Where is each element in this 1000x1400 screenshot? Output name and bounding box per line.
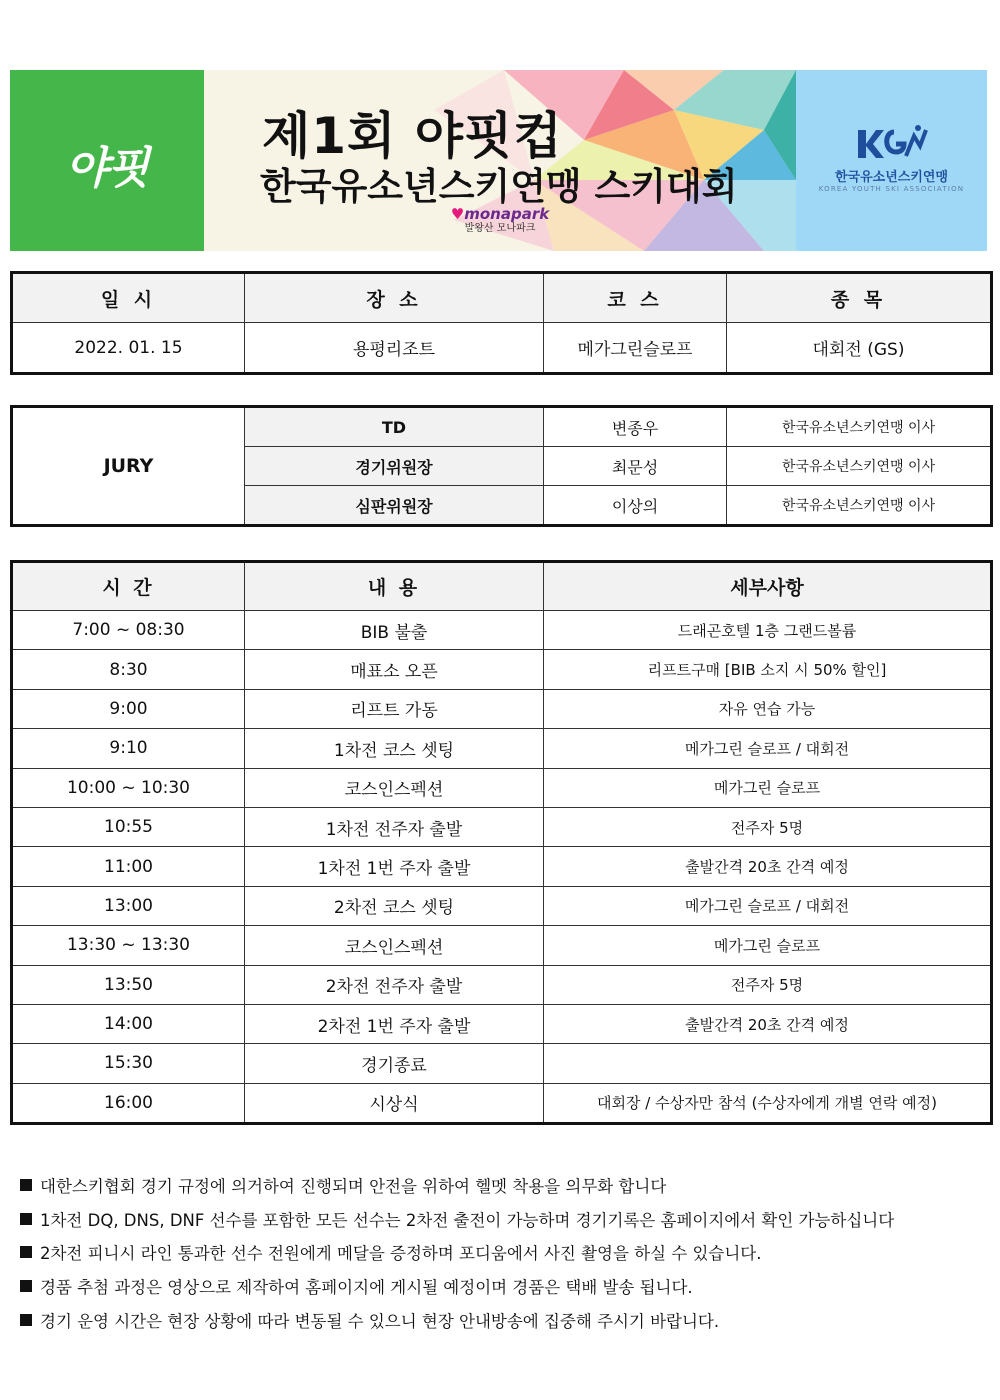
note-text: 1차전 DQ, DNS, DNF 선수를 포함한 모든 선수는 2차전 출전이 가능하며 경기기록은 홈페이지에서 확인 가능하십니다 bbox=[40, 1210, 895, 1230]
square-bullet-icon bbox=[20, 1213, 32, 1225]
event-course: 메가그린슬로프 bbox=[544, 323, 727, 374]
schedule-content: 코스인스펙션 bbox=[245, 926, 544, 965]
schedule-content: 시상식 bbox=[245, 1083, 544, 1123]
note-item bbox=[20, 1202, 980, 1236]
schedule-content: 2차전 1번 주자 출발 bbox=[245, 1004, 544, 1043]
schedule-content: 1차전 코스 셋팅 bbox=[245, 729, 544, 768]
jury-row bbox=[12, 407, 992, 447]
note-text: 경기 운영 시간은 현장 상황에 따라 변동될 수 있으니 현장 안내방송에 집중해 주시기 바랍니다. bbox=[40, 1311, 720, 1331]
schedule-time: 9:10 bbox=[12, 729, 245, 768]
square-bullet-icon bbox=[20, 1246, 32, 1258]
schedule-row bbox=[12, 886, 992, 925]
schedule-row bbox=[12, 611, 992, 650]
note-item bbox=[20, 1235, 980, 1269]
jury-org: 한국유소년스키연맹 이사 bbox=[727, 486, 992, 526]
schedule-detail: 드래곤호텔 1층 그랜드볼륨 bbox=[544, 611, 992, 650]
brand-panel bbox=[10, 70, 204, 251]
schedule-content: 매표소 오픈 bbox=[245, 650, 544, 689]
square-bullet-icon bbox=[20, 1179, 32, 1191]
event-date: 2022. 01. 15 bbox=[12, 323, 245, 374]
jury-role: 경기위원장 bbox=[245, 447, 544, 486]
schedule-content: 리프트 가동 bbox=[245, 689, 544, 728]
event-info-value-row bbox=[12, 323, 992, 374]
jury-org: 한국유소년스키연맹 이사 bbox=[727, 407, 992, 447]
association-emblem-icon bbox=[854, 122, 930, 162]
schedule-row bbox=[12, 1083, 992, 1123]
square-bullet-icon bbox=[20, 1280, 32, 1292]
event-title: 제1회 야핏컵 bbox=[262, 107, 563, 165]
schedule-header-row bbox=[12, 562, 992, 611]
header-content: 내 용 bbox=[245, 562, 544, 611]
jury-role: 심판위원장 bbox=[245, 486, 544, 526]
event-banner bbox=[10, 70, 987, 251]
schedule-content: 1차전 전주자 출발 bbox=[245, 807, 544, 846]
heart-icon: ♥ bbox=[450, 205, 465, 223]
association-name-en: KOREA YOUTH SKI ASSOCIATION bbox=[818, 185, 965, 193]
schedule-table bbox=[10, 560, 993, 1125]
title-panel bbox=[204, 70, 796, 251]
schedule-detail: 출발간격 20초 간격 예정 bbox=[544, 847, 992, 886]
schedule-time: 7:00 ~ 08:30 bbox=[12, 611, 245, 650]
jury-label: JURY bbox=[12, 407, 245, 526]
schedule-detail: 자유 연습 가능 bbox=[544, 689, 992, 728]
event-info-header-row bbox=[12, 273, 992, 323]
schedule-row bbox=[12, 689, 992, 728]
schedule-row bbox=[12, 1044, 992, 1083]
event-discipline: 대회전 (GS) bbox=[727, 323, 992, 374]
jury-name: 이상의 bbox=[544, 486, 727, 526]
header-venue: 장 소 bbox=[245, 273, 544, 323]
schedule-row bbox=[12, 768, 992, 807]
schedule-content: 2차전 전주자 출발 bbox=[245, 965, 544, 1004]
schedule-time: 8:30 bbox=[12, 650, 245, 689]
schedule-row bbox=[12, 729, 992, 768]
sponsor-name-en: monapark bbox=[464, 205, 550, 223]
schedule-detail: 대회장 / 수상자만 참석 (수상자에게 개별 연락 예정) bbox=[544, 1083, 992, 1123]
schedule-row bbox=[12, 650, 992, 689]
schedule-time: 10:00 ~ 10:30 bbox=[12, 768, 245, 807]
schedule-row bbox=[12, 965, 992, 1004]
note-text: 경품 추첨 과정은 영상으로 제작하여 홈페이지에 게시될 예정이며 경품은 택배 발송 됩니다. bbox=[40, 1277, 693, 1297]
event-subtitle: 한국유소년스키연맹 스키대회 bbox=[260, 165, 738, 208]
event-info-table bbox=[10, 271, 993, 375]
schedule-row bbox=[12, 1004, 992, 1043]
association-panel bbox=[796, 70, 987, 251]
schedule-time: 13:00 bbox=[12, 886, 245, 925]
event-venue: 용평리조트 bbox=[245, 323, 544, 374]
schedule-content: BIB 불출 bbox=[245, 611, 544, 650]
schedule-time: 16:00 bbox=[12, 1083, 245, 1123]
jury-name: 변종우 bbox=[544, 407, 727, 447]
association-name-ko: 한국유소년스키연맹 bbox=[834, 170, 949, 185]
schedule-detail: 전주자 5명 bbox=[544, 965, 992, 1004]
schedule-time: 10:55 bbox=[12, 807, 245, 846]
schedule-content: 1차전 1번 주자 출발 bbox=[245, 847, 544, 886]
schedule-time: 13:30 ~ 13:30 bbox=[12, 926, 245, 965]
header-detail: 세부사항 bbox=[544, 562, 992, 611]
header-course: 코 스 bbox=[544, 273, 727, 323]
schedule-detail: 메가그린 슬로프 bbox=[544, 926, 992, 965]
schedule-row bbox=[12, 847, 992, 886]
note-text: 2차전 피니시 라인 통과한 선수 전원에게 메달을 증정하며 포디움에서 사진 촬영을 하실 수 있습니다. bbox=[40, 1244, 762, 1264]
notes-list bbox=[20, 1168, 980, 1336]
jury-role: TD bbox=[245, 407, 544, 447]
schedule-time: 13:50 bbox=[12, 965, 245, 1004]
jury-table bbox=[10, 405, 993, 527]
header-discipline: 종 목 bbox=[727, 273, 992, 323]
schedule-detail: 출발간격 20초 간격 예정 bbox=[544, 1004, 992, 1043]
schedule-detail bbox=[544, 1044, 992, 1083]
sponsor-name-ko: 발왕산 모나파크 bbox=[464, 223, 536, 234]
schedule-row bbox=[12, 807, 992, 846]
schedule-content: 코스인스펙션 bbox=[245, 768, 544, 807]
note-text: 대한스키협회 경기 규정에 의거하여 진행되며 안전을 위하여 헬멧 착용을 의무화 합니다 bbox=[40, 1176, 667, 1196]
schedule-time: 9:00 bbox=[12, 689, 245, 728]
schedule-detail: 메가그린 슬로프 / 대회전 bbox=[544, 729, 992, 768]
schedule-detail: 메가그린 슬로프 / 대회전 bbox=[544, 886, 992, 925]
schedule-detail: 전주자 5명 bbox=[544, 807, 992, 846]
jury-name: 최문성 bbox=[544, 447, 727, 486]
schedule-detail: 메가그린 슬로프 bbox=[544, 768, 992, 807]
schedule-time: 14:00 bbox=[12, 1004, 245, 1043]
schedule-content: 경기종료 bbox=[245, 1044, 544, 1083]
schedule-time: 11:00 bbox=[12, 847, 245, 886]
sponsor-logo bbox=[450, 206, 550, 235]
jury-org: 한국유소년스키연맹 이사 bbox=[727, 447, 992, 486]
note-item bbox=[20, 1168, 980, 1202]
header-date: 일 시 bbox=[12, 273, 245, 323]
header-time: 시 간 bbox=[12, 562, 245, 611]
brand-logo: 야핏 bbox=[65, 143, 149, 194]
schedule-detail: 리프트구매 [BIB 소지 시 50% 할인] bbox=[544, 650, 992, 689]
schedule-time: 15:30 bbox=[12, 1044, 245, 1083]
schedule-row bbox=[12, 926, 992, 965]
schedule-content: 2차전 코스 셋팅 bbox=[245, 886, 544, 925]
note-item bbox=[20, 1303, 980, 1337]
square-bullet-icon bbox=[20, 1314, 32, 1326]
note-item bbox=[20, 1269, 980, 1303]
